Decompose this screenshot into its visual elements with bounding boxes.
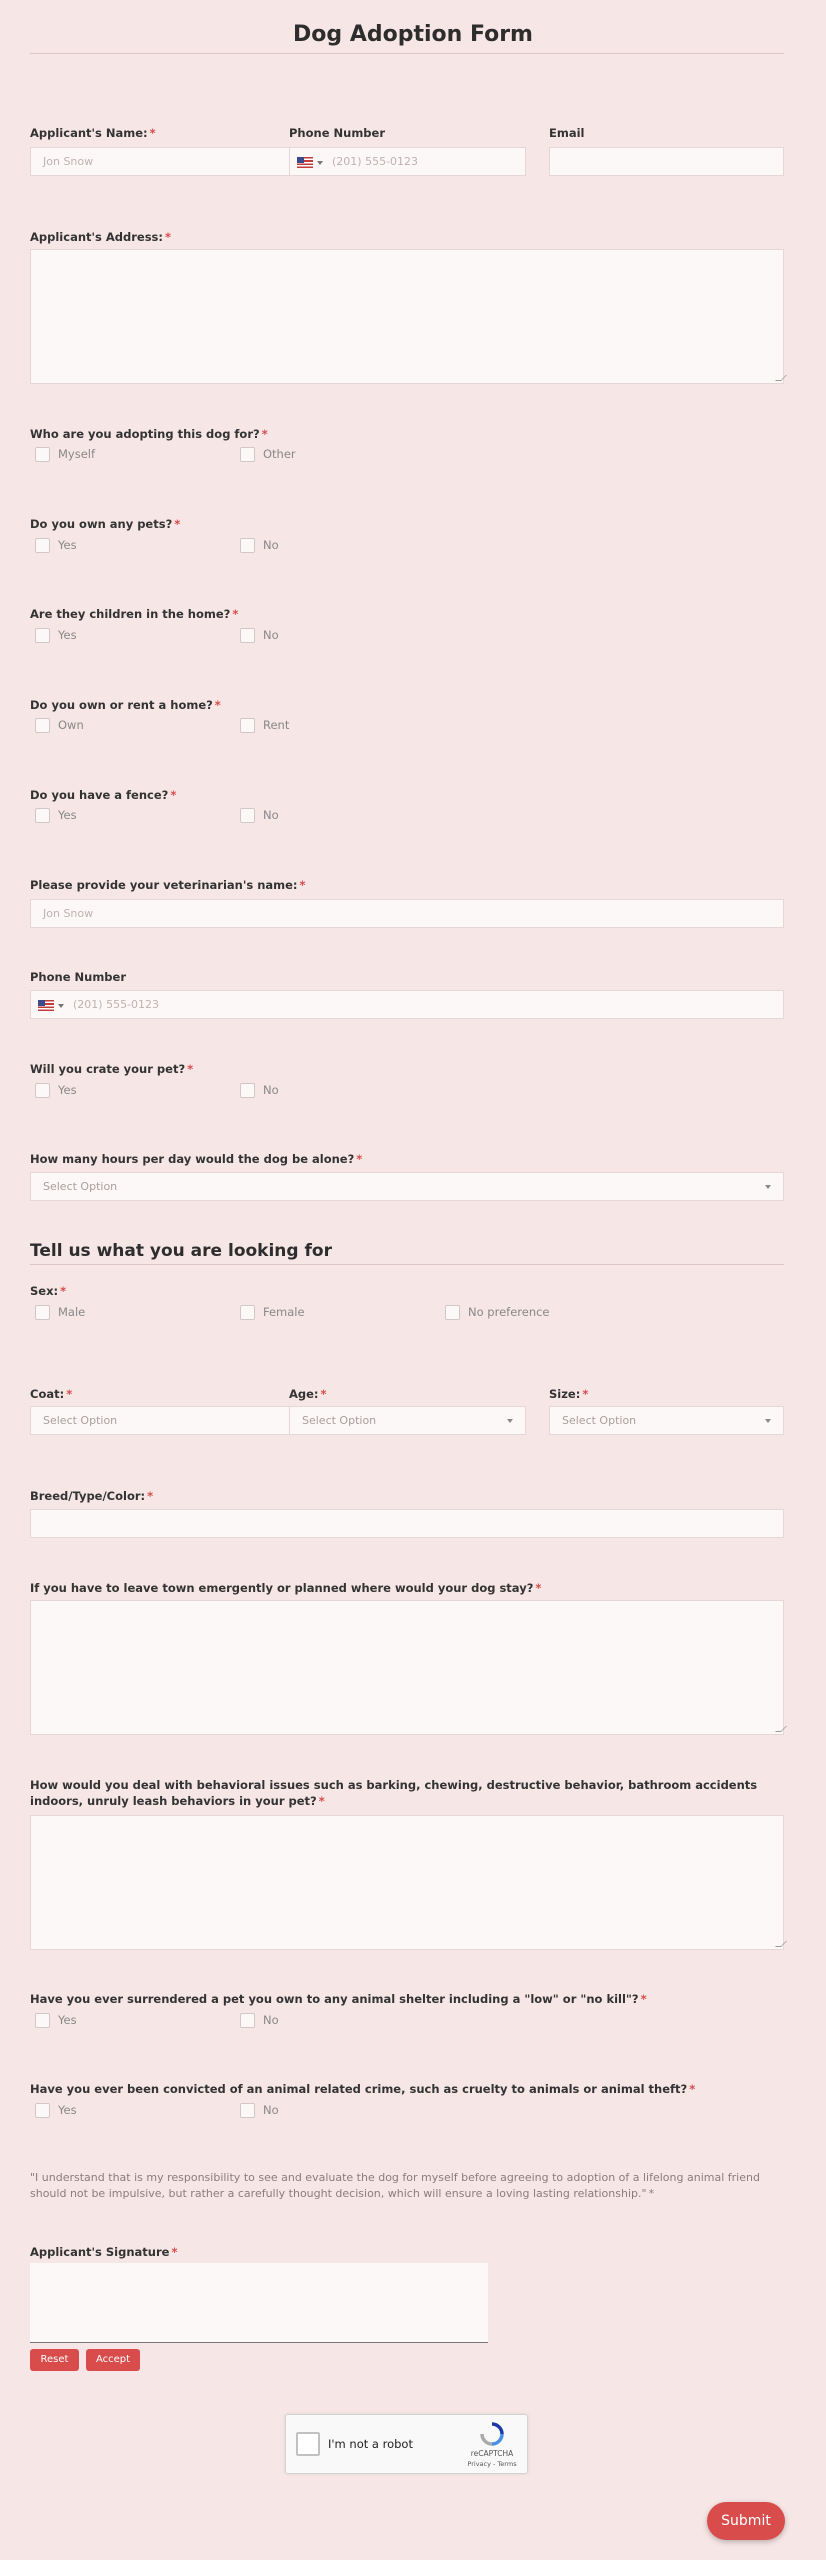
chevron-down-icon [765,1419,771,1423]
children-option-no[interactable]: No [240,627,279,643]
checkbox[interactable] [240,538,255,553]
own-rent-option-rent[interactable]: Rent [240,717,289,733]
phone-input[interactable]: (201) 555-0123 [289,147,526,176]
age-label: Age: * [289,1387,327,1401]
own-pets-option-yes[interactable]: Yes [35,537,77,553]
adopting-for-label: Who are you adopting this dog for? * [30,427,268,441]
leave-town-label: If you have to leave town emergently or planned where would your dog stay? * [30,1581,542,1595]
email-input[interactable] [549,147,784,176]
breed-input[interactable] [30,1509,784,1538]
signature-label: Applicant's Signature * [30,2245,178,2259]
checkbox[interactable] [35,538,50,553]
behavior-label: How would you deal with behavioral issues such as barking, chewing, destructive behavior, bathroom accidents indoors, unruly leash behaviors in your pet? * [30,1778,758,1808]
age-select[interactable]: Select Option [289,1406,526,1435]
size-select[interactable]: Select Option [549,1406,784,1435]
resize-handle[interactable] [775,1726,787,1732]
sex-option-female[interactable]: Female [240,1304,305,1320]
checkbox[interactable] [445,1305,460,1320]
chevron-down-icon [507,1419,513,1423]
sex-option-no-preference[interactable]: No preference [445,1304,550,1320]
checkbox[interactable] [240,628,255,643]
phone-label: Phone Number [289,126,386,140]
behavior-textarea[interactable] [30,1815,784,1950]
coat-label: Coat: * [30,1387,73,1401]
resize-handle[interactable] [775,375,787,381]
recaptcha-logo-icon [479,2421,505,2447]
own-pets-option-no[interactable]: No [240,537,279,553]
convicted-option-yes[interactable]: Yes [35,2102,77,2118]
reset-button[interactable]: Reset [30,2349,79,2371]
checkbox[interactable] [35,628,50,643]
submit-button[interactable]: Submit [707,2502,785,2540]
recaptcha-widget [285,2414,528,2474]
size-label: Size: * [549,1387,589,1401]
adopting-for-option-myself[interactable]: Myself [35,446,95,462]
surrendered-label: Have you ever surrendered a pet you own to any animal shelter including a "low" or "no kill"? * [30,1992,647,2006]
crate-option-no[interactable]: No [240,1082,279,1098]
vet-phone-label: Phone Number [30,970,127,984]
checkbox[interactable] [35,2103,50,2118]
checkbox[interactable] [240,1083,255,1098]
sex-option-male[interactable]: Male [35,1304,85,1320]
vet-phone-input[interactable]: (201) 555-0123 [30,990,784,1019]
checkbox[interactable] [35,808,50,823]
convicted-label: Have you ever been convicted of an animal related crime, such as cruelty to animals or animal theft? * [30,2082,696,2096]
recaptcha-checkbox[interactable] [296,2432,320,2456]
chevron-down-icon [765,1185,771,1189]
us-flag-icon[interactable] [297,157,313,168]
page-title: Dog Adoption Form [293,22,533,47]
own-rent-label: Do you own or rent a home? * [30,698,221,712]
coat-select[interactable]: Select Option [30,1406,311,1435]
address-label: Applicant's Address: * [30,230,172,244]
checkbox[interactable] [35,2013,50,2028]
checkbox[interactable] [240,2013,255,2028]
email-label: Email [549,126,585,140]
signature-pad[interactable] [30,2263,488,2343]
crate-label: Will you crate your pet? * [30,1062,194,1076]
checkbox[interactable] [35,1083,50,1098]
own-rent-option-own[interactable]: Own [35,717,84,733]
title-divider [30,53,784,54]
adopting-for-option-other[interactable]: Other [240,446,296,462]
applicant-name-label: Applicant's Name: * [30,126,156,140]
fence-option-no[interactable]: No [240,807,279,823]
sex-label: Sex: * [30,1284,67,1298]
checkbox[interactable] [240,808,255,823]
convicted-option-no[interactable]: No [240,2102,279,2118]
us-flag-icon[interactable] [38,1000,54,1011]
chevron-down-icon [317,161,323,165]
section-heading: Tell us what you are looking for [30,1241,332,1261]
checkbox[interactable] [240,1305,255,1320]
fence-label: Do you have a fence? * [30,788,177,802]
vet-name-label: Please provide your veterinarian's name: * [30,878,306,892]
vet-name-input[interactable]: Jon Snow [30,899,784,928]
checkbox[interactable] [35,718,50,733]
leave-town-textarea[interactable] [30,1600,784,1735]
recaptcha-brand: reCAPTCHA [470,2449,514,2458]
checkbox[interactable] [35,447,50,462]
checkbox[interactable] [240,2103,255,2118]
surrendered-option-yes[interactable]: Yes [35,2012,77,2028]
children-label: Are they children in the home? * [30,607,239,621]
hours-alone-label: How many hours per day would the dog be alone? * [30,1152,363,1166]
checkbox[interactable] [35,1305,50,1320]
checkbox[interactable] [240,447,255,462]
recaptcha-label: I'm not a robot [328,2437,413,2451]
checkbox[interactable] [240,718,255,733]
own-pets-label: Do you own any pets? * [30,517,181,531]
recaptcha-links[interactable]: Privacy - Terms [467,2460,517,2468]
surrendered-option-no[interactable]: No [240,2012,279,2028]
accept-button[interactable]: Accept [86,2349,140,2371]
agreement-text: "I understand that is my responsibility to see and evaluate the dog for myself before agreeing to adoption of a lifelong animal friend should not be impulsive, but rather a carefully thought decision, which will ensure a loving lasting relationship." * [30,2171,760,2200]
address-textarea[interactable] [30,249,784,384]
crate-option-yes[interactable]: Yes [35,1082,77,1098]
chevron-down-icon [58,1004,64,1008]
fence-option-yes[interactable]: Yes [35,807,77,823]
children-option-yes[interactable]: Yes [35,627,77,643]
applicant-name-input[interactable]: Jon Snow [30,147,311,176]
resize-handle[interactable] [775,1941,787,1947]
breed-label: Breed/Type/Color: * [30,1489,154,1503]
section-divider [30,1264,784,1265]
hours-alone-select[interactable]: Select Option [30,1172,784,1201]
